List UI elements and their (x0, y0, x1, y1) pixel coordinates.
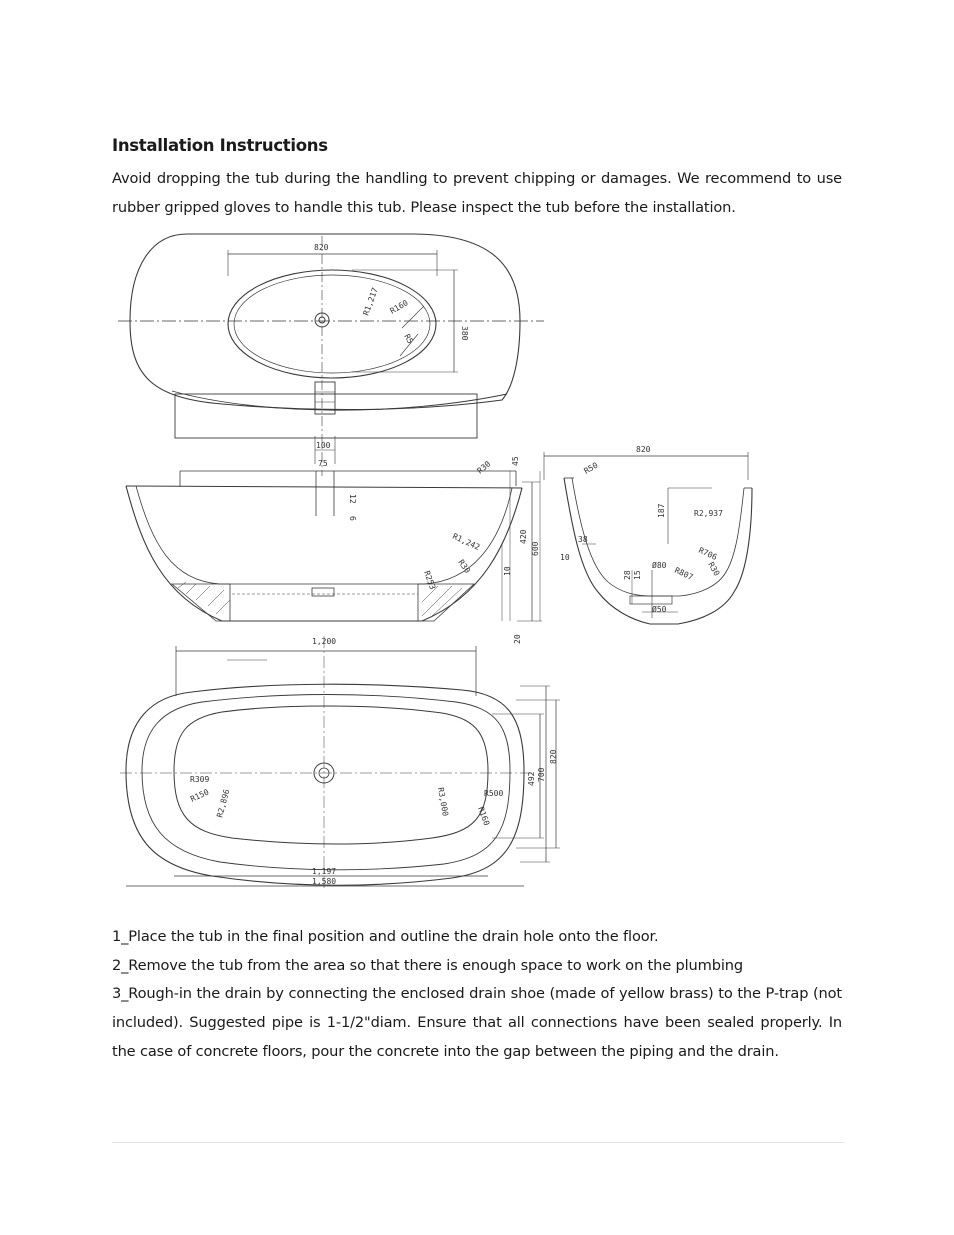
dim-label: 15 (633, 570, 642, 580)
dim-label: 380 (460, 326, 469, 341)
dim-label: 10 (503, 566, 512, 576)
dim-label: 820 (549, 749, 558, 764)
intro-paragraph: Avoid dropping the tub during the handling to prevent chipping or damages. We recommend to use rubber gripped gloves to handle this tub. Please inspect the tub before the installation. (112, 170, 842, 216)
dim-label: R253 (422, 569, 438, 591)
dim-label: 600 (531, 541, 540, 556)
dim-label: 20 (513, 634, 522, 644)
dim-label: 420 (519, 529, 528, 544)
dim-label: 700 (537, 767, 546, 782)
dim-label: 100 (316, 441, 331, 450)
top-view (118, 234, 544, 476)
dim-label: 1,200 (312, 637, 337, 646)
dim-label: R5 (402, 332, 415, 346)
dim-label: 12 (348, 494, 357, 504)
dim-label: R160 (388, 298, 410, 316)
dim-label: R500 (484, 789, 504, 798)
dim-label: 1,197 (312, 867, 337, 876)
dim-label: R160 (476, 805, 492, 827)
dim-label: 492 (527, 771, 536, 786)
dim-label: Ø50 (652, 605, 667, 614)
dim-label: R309 (190, 775, 210, 784)
plan-view (120, 636, 560, 890)
dim-label: 28 (623, 570, 632, 580)
dim-label: Ø80 (652, 561, 667, 570)
section-heading: Installation Instructions (112, 136, 328, 155)
dim-label: R30 (456, 557, 473, 575)
dim-label: 38 (578, 535, 588, 544)
end-view (544, 452, 752, 624)
dim-label: R2,896 (215, 788, 232, 819)
dim-label: 1,580 (312, 877, 337, 886)
bathtub-technical-drawing (112, 226, 758, 890)
dim-label: 187 (657, 503, 666, 518)
dim-label: R2,937 (694, 509, 723, 518)
dim-label: 820 (314, 243, 329, 252)
dim-label: 75 (318, 459, 328, 468)
step-2: 2_Remove the tub from the area so that there is enough space to work on the plumbing (112, 957, 743, 974)
dim-label: 10 (560, 553, 570, 562)
dim-label: R50 (582, 460, 600, 476)
dim-label: R1,217 (361, 286, 380, 317)
dim-label: R3,000 (436, 786, 450, 817)
dim-label: R1,242 (451, 531, 482, 553)
dim-label: R807 (673, 565, 695, 582)
dim-label: R706 (697, 545, 719, 562)
dim-label: 6 (348, 516, 357, 521)
step-3: 3_Rough-in the drain by connecting the enclosed drain shoe (made of yellow brass) to the P-trap (not included). Suggested pipe is 1-1/2"diam. Ensure that all connections have been sealed properly. In the case of concrete floors, pour the concrete into the gap between the piping and the drain. (112, 985, 842, 1060)
footer-divider (112, 1142, 844, 1143)
dim-label: R30 (706, 560, 722, 578)
dim-label: R30 (475, 459, 493, 476)
dim-label: 45 (511, 456, 520, 466)
step-1: 1_Place the tub in the final position and outline the drain hole onto the floor. (112, 928, 659, 945)
dim-label: 820 (636, 445, 651, 454)
dim-label: R150 (189, 787, 211, 804)
